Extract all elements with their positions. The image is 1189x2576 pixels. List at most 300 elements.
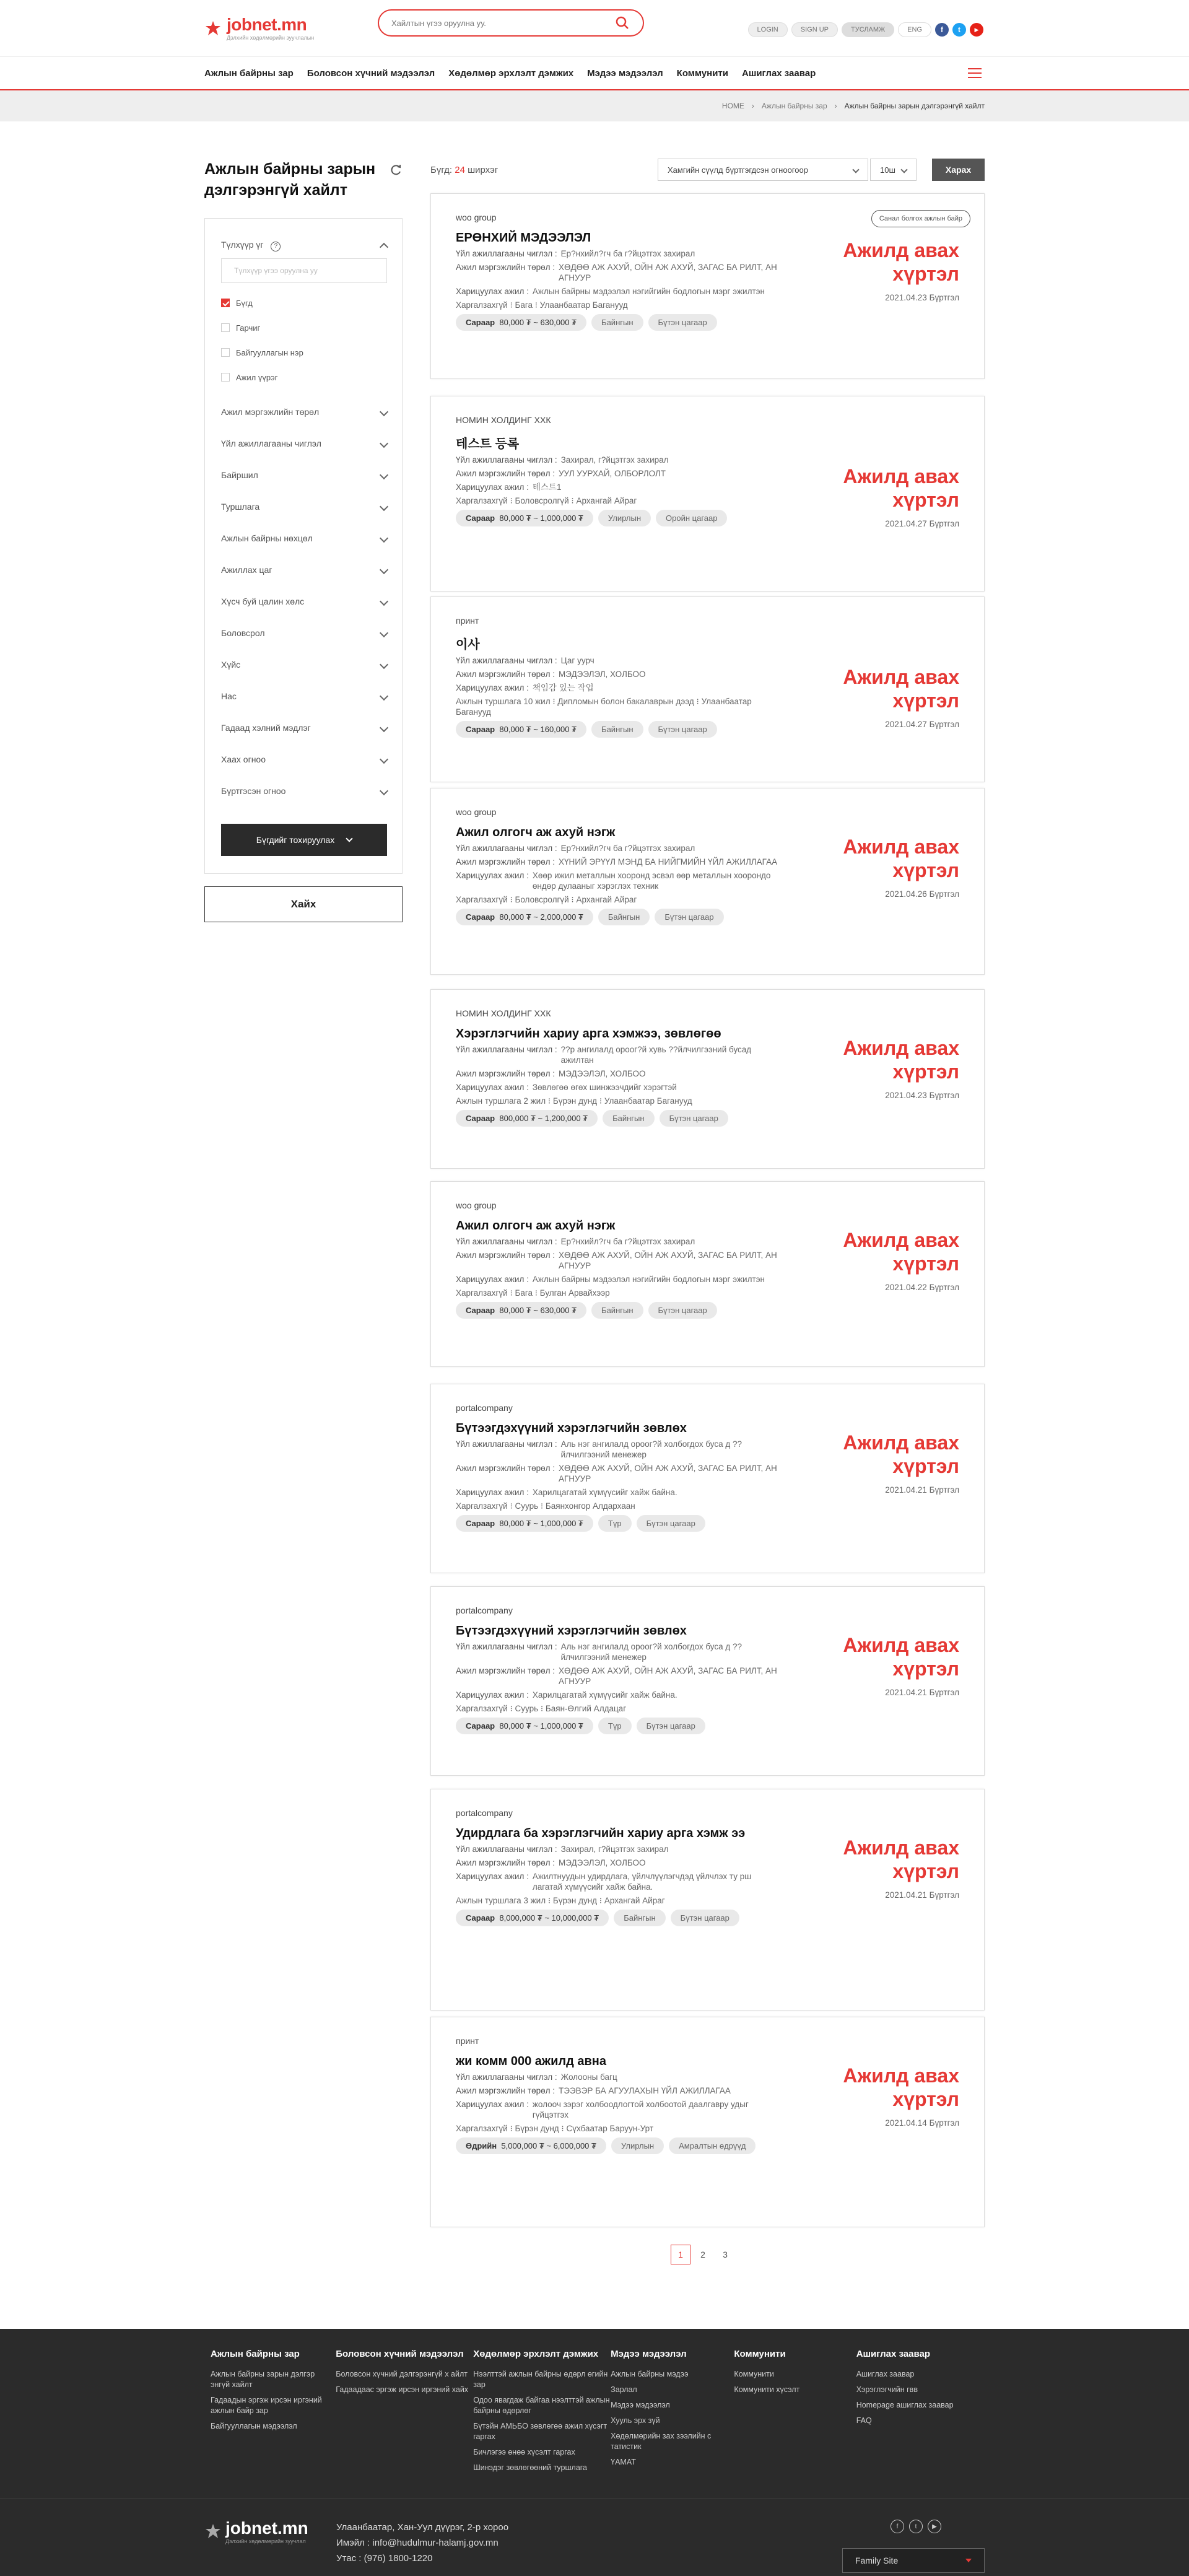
- checkbox[interactable]: [221, 323, 230, 332]
- duty-value: 책임감 있는 작업: [532, 683, 594, 692]
- family-site-label: Family Site: [855, 2556, 899, 2565]
- chevron-down-icon: [380, 754, 388, 763]
- company-name[interactable]: portalcompany: [456, 1605, 513, 1615]
- footer-link[interactable]: Homepage ашиглах заавар: [856, 2401, 954, 2409]
- help-icon[interactable]: ?: [271, 242, 281, 251]
- duty-row: [456, 1487, 778, 1498]
- filter-label: Ажлын байрны нөхцөл: [221, 533, 313, 543]
- footer-link[interactable]: Боловсон хүчний дэлгэрэнгүй х айлт: [336, 2370, 468, 2378]
- industry-value: ??р ангилалд ороог?й хувь ??йлчилгээний бусад ажилтан: [560, 1045, 752, 1065]
- keyword-section-header[interactable]: [221, 236, 387, 255]
- chevron-down-icon: [852, 166, 859, 173]
- industry-value: Жолооны багц: [560, 2072, 617, 2082]
- duty-row: [456, 2099, 778, 2120]
- footer-column: [856, 2349, 978, 2478]
- industry-row: [456, 843, 778, 854]
- register-date: 2021.04.27 Бүртгэл: [885, 720, 959, 729]
- footer-link[interactable]: Гадаадын эргэж ирсэн иргэний ажлын байр зар: [211, 2396, 322, 2415]
- job-tag: Байнгын: [614, 1910, 665, 1926]
- footer-link[interactable]: Коммунити хүсэлт: [734, 2385, 800, 2394]
- filter-industry[interactable]: [221, 427, 387, 459]
- filter-language[interactable]: [221, 712, 387, 743]
- job-type-value: ХӨДӨӨ АЖ АХУЙ, ОЙН АЖ АХУЙ, ЗАГАС БА РИЛТ, АН АГНУУР: [558, 1251, 777, 1270]
- footer-column-title[interactable]: Хөдөлмөр эрхлэлт дэмжих: [473, 2349, 599, 2359]
- duty-label: Харицуулах ажил :: [456, 287, 529, 296]
- tag-list: [456, 1718, 790, 1734]
- job-type-value: ХӨДӨӨ АЖ АХУЙ, ОЙН АЖ АХУЙ, ЗАГАС БА РИЛТ, АН АГНУУР: [558, 263, 777, 282]
- filter-gender[interactable]: [221, 648, 387, 680]
- breadcrumb-current: Ажлын байрны зарын дэлгэрэнгүй хайлт: [844, 102, 985, 110]
- industry-value: Захирал, г?йцэтгэх захирал: [560, 455, 669, 465]
- footer-column: [211, 2349, 336, 2478]
- apply-status: Ажилд авах хүртэл: [843, 239, 959, 285]
- checkbox-label: Ажил үүрэг: [236, 372, 278, 382]
- filter-register-date[interactable]: [221, 775, 387, 806]
- checkbox[interactable]: [221, 348, 230, 357]
- footer-link[interactable]: Коммунити: [734, 2370, 774, 2378]
- industry-row: [456, 1439, 778, 1460]
- chevron-down-icon: [380, 786, 388, 795]
- duty-value: Хөөр ижил металлын хооронд эсвэл өөр металлын хоорондо өндөр дулааныг хэрэглэх техник: [532, 871, 771, 891]
- nav-news[interactable]: Мэдээ мэдээлэл: [587, 68, 663, 79]
- filter-work-hours[interactable]: [221, 554, 387, 585]
- nav-candidates[interactable]: Боловсон хүчний мэдээлэл: [307, 68, 435, 79]
- tag-list: [456, 721, 790, 738]
- pagination: [671, 2245, 735, 2264]
- auth-links: [748, 22, 983, 37]
- footer-logo-text: jobnet.mn: [225, 2518, 308, 2538]
- duty-value: Ажилтнуудын удирдлага, үйлчлүүлэгчдэд үйлчлэх ту рш лагатай хүмүүсийг хайж байна.: [532, 1872, 752, 1892]
- chevron-right-icon: ›: [834, 102, 837, 110]
- industry-value: Ер?нхийл?гч ба г?йцэтгэх захирал: [560, 249, 695, 258]
- chevron-down-icon: [380, 723, 388, 731]
- industry-label: Үйл ажиллагааны чиглэл :: [456, 249, 557, 258]
- filter-label: Байршил: [221, 469, 258, 480]
- search-icon[interactable]: [614, 15, 630, 31]
- job-tag: Түр: [598, 1718, 632, 1734]
- job-title[interactable]: Ажил олгогч аж ахуй нэгж: [456, 1219, 616, 1233]
- logo-subtitle: Дэлхийн хөдөлмөрийн зуучлалын: [227, 34, 315, 41]
- industry-row: [456, 2072, 778, 2082]
- keyword-label: Түлхүүр үг: [221, 239, 264, 250]
- filter-conditions[interactable]: [221, 522, 387, 554]
- job-type-row: [456, 669, 778, 679]
- results-section: [430, 159, 985, 181]
- duty-value: Зөвлөгөө өгөх шинжээчдийг хэрэгтэй: [532, 1083, 677, 1092]
- checkbox-label: Бүгд: [236, 298, 253, 308]
- footer-column: [336, 2349, 473, 2478]
- footer-column: [473, 2349, 611, 2478]
- job-type-row: [456, 1250, 778, 1271]
- requirements-row: [456, 1895, 778, 1906]
- filter-label: Ажиллах цаг: [221, 564, 272, 575]
- footer-link[interactable]: Мэдээ мэдээлэл: [611, 2401, 670, 2409]
- footer-link[interactable]: Хууль эрх зүй: [611, 2416, 660, 2425]
- job-type-value: МЭДЭЭЛЭЛ, ХОЛБОО: [558, 670, 646, 679]
- industry-row: [456, 1044, 778, 1065]
- duty-label: Харицуулах ажил :: [456, 1690, 529, 1700]
- duty-label: Харицуулах ажил :: [456, 871, 529, 880]
- job-title[interactable]: Хэрэглэгчийн хариу арга хэмжээ, зөвлөгөө: [456, 1027, 721, 1041]
- footer-link[interactable]: FAQ: [856, 2416, 872, 2425]
- requirements-row: [456, 2123, 778, 2134]
- chevron-right-icon: ›: [751, 102, 754, 110]
- youtube-icon[interactable]: ▶: [970, 23, 983, 37]
- requirements-row: [456, 1501, 778, 1511]
- duty-row: [456, 1871, 778, 1892]
- chevron-down-icon: [380, 439, 388, 447]
- industry-row: [456, 1641, 778, 1662]
- menu-icon[interactable]: [968, 68, 982, 79]
- job-card[interactable]: [430, 396, 985, 592]
- logo-figure-icon: [204, 20, 222, 37]
- footer-column: [734, 2349, 856, 2478]
- job-tag: Байнгын: [603, 1110, 654, 1127]
- industry-label: Үйл ажиллагааны чиглэл :: [456, 656, 557, 665]
- footer-link[interactable]: Зарлал: [611, 2385, 637, 2394]
- youtube-icon[interactable]: ▶: [928, 2520, 941, 2533]
- filter-salary[interactable]: [221, 585, 387, 617]
- job-card[interactable]: [430, 788, 985, 975]
- salary-tag: Сараар 8,000,000 ₮ ~ 10,000,000 ₮: [456, 1910, 609, 1926]
- chevron-down-icon: [346, 835, 353, 842]
- requirements-value: Ажлын туршлага 2 жил ⁝ Бүрэн дунд ⁝ Улаанбаатар Баганууд: [456, 1096, 692, 1106]
- job-card[interactable]: [430, 1586, 985, 1776]
- checkbox-label: Байгууллагын нэр: [236, 347, 303, 357]
- job-title[interactable]: ЕРӨНХИЙ МЭДЭЭЛЭЛ: [456, 231, 591, 245]
- job-title[interactable]: жи комм 000 ажилд авна: [456, 2054, 606, 2068]
- checkbox-title[interactable]: [221, 315, 387, 340]
- salary-tag: Сараар 80,000 ₮ ~ 1,000,000 ₮: [456, 1515, 593, 1532]
- apply-status: Ажилд авах хүртэл: [843, 1836, 959, 1882]
- page-3[interactable]: 3: [723, 2250, 728, 2259]
- footer-link[interactable]: Одоо явагдаж байгаа нээлттэй ажлын байрны өдөрлөг: [473, 2396, 610, 2415]
- logo-text: jobnet.mn: [227, 14, 307, 34]
- breadcrumb-home[interactable]: HOME: [721, 102, 744, 110]
- footer-link[interactable]: Шинэдэг зөвлөгөөний туршлага: [473, 2463, 588, 2472]
- register-date: 2021.04.21 Бүртгэл: [885, 1890, 959, 1900]
- breadcrumb: [0, 90, 1189, 121]
- requirements-value: Харгалзахгүй ⁝ Бүрэн дунд ⁝ Сүхбаатар Баруун-Урт: [456, 2124, 654, 2133]
- job-type-value: УУЛ УУРХАЙ, ОЛБОРЛОЛТ: [558, 469, 666, 478]
- page-2[interactable]: 2: [700, 2250, 705, 2259]
- filter-list: [221, 396, 387, 806]
- login-button[interactable]: LOGIN: [748, 22, 788, 37]
- duty-value: 테스트1: [532, 482, 562, 492]
- job-type-value: ТЭЭВЭР БА АГУУЛАХЫН ҮЙЛ АЖИЛЛАГАА: [558, 2086, 731, 2095]
- duty-label: Харицуулах ажил :: [456, 1275, 529, 1284]
- sort-select[interactable]: [658, 159, 868, 181]
- tag-list: [456, 1302, 790, 1319]
- job-tag: Улирлын: [611, 2137, 664, 2154]
- salary-tag: Сараар 80,000 ₮ ~ 630,000 ₮: [456, 1302, 586, 1319]
- footer-link[interactable]: Ажлын байрны мэдээ: [611, 2370, 689, 2378]
- filter-label: Гадаад хэлний мэдлэг: [221, 722, 311, 733]
- filter-label: Ажил мэргэжлийн төрөл: [221, 406, 320, 417]
- salary-tag: Сараар 80,000 ₮ ~ 630,000 ₮: [456, 314, 586, 331]
- filter-education[interactable]: [221, 617, 387, 648]
- filter-label: Нас: [221, 691, 237, 701]
- job-title[interactable]: 테스트 등록: [456, 437, 520, 451]
- filter-age[interactable]: [221, 680, 387, 712]
- checkbox[interactable]: [221, 373, 230, 382]
- duty-row: [456, 1082, 778, 1093]
- register-date: 2021.04.23 Бүртгэл: [885, 1091, 959, 1100]
- duty-row: [456, 1690, 778, 1700]
- industry-label: Үйл ажиллагааны чиглэл :: [456, 455, 557, 465]
- chevron-down-icon: [900, 166, 907, 173]
- apply-status: Ажилд авах хүртэл: [843, 1634, 959, 1680]
- footer-email: Имэйл : info@hudulmur-halamj.gov.mn: [336, 2538, 499, 2548]
- job-title[interactable]: Бүтээгдэхүүний хэрэглэгчийн зөвлөх: [456, 1421, 687, 1435]
- job-type-row: [456, 857, 778, 867]
- footer-link[interactable]: Гадаадаас эргэж ирсэн иргэний хайх: [336, 2385, 469, 2394]
- help-button[interactable]: ТУСЛАМЖ: [842, 22, 894, 37]
- nav-jobs[interactable]: Ажлын байрны зар: [204, 68, 294, 79]
- requirements-row: [456, 696, 778, 717]
- expand-all-button[interactable]: [221, 824, 387, 856]
- filter-label: Бүртгэсэн огноо: [221, 785, 286, 796]
- requirements-value: Ажлын туршлага 10 жил ⁝ Дипломын болон бакалаврын дээд ⁝ Улаанбаатар Баганууд: [456, 697, 752, 717]
- footer-link[interactable]: Ашиглах заавар: [856, 2370, 915, 2378]
- footer-link[interactable]: Хэрэглэгчийн гвв: [856, 2385, 918, 2394]
- job-type-value: ХҮНИЙ ЭРҮҮЛ МЭНД БА НИЙГМИЙН ҮЙЛ АЖИЛЛАГАА: [558, 857, 778, 867]
- salary-tag: Сараар 800,000 ₮ ~ 1,200,000 ₮: [456, 1110, 598, 1127]
- job-type-value: ХӨДӨӨ АЖ АХУЙ, ОЙН АЖ АХУЙ, ЗАГАС БА РИЛТ, АН АГНУУР: [558, 1464, 777, 1483]
- top-header: [0, 0, 1189, 57]
- recommended-badge: Санал болгох ажлын байр: [871, 210, 970, 227]
- register-date: 2021.04.22 Бүртгэл: [885, 1283, 959, 1292]
- footer-column-title[interactable]: Боловсон хүчний мэдээлэл: [336, 2349, 464, 2359]
- company-name[interactable]: woo group: [456, 807, 497, 817]
- nav-community[interactable]: Коммунити: [676, 68, 728, 79]
- company-name[interactable]: принт: [456, 2036, 479, 2046]
- job-title[interactable]: 이사: [456, 638, 480, 652]
- job-tag: Амралтын өдрүүд: [669, 2137, 756, 2154]
- industry-value: Ер?нхийл?гч ба г?йцэтгэх захирал: [560, 844, 695, 853]
- job-card[interactable]: [430, 1384, 985, 1573]
- caret-down-icon: [965, 2559, 972, 2562]
- requirements-row: [456, 894, 778, 905]
- facebook-icon[interactable]: f: [935, 23, 949, 37]
- job-type-value: МЭДЭЭЛЭЛ, ХОЛБОО: [558, 1069, 646, 1078]
- company-name[interactable]: НОМИН ХОЛДИНГ ХХК: [456, 415, 551, 425]
- company-name[interactable]: принт: [456, 616, 479, 626]
- footer: [0, 2329, 1189, 2576]
- nav-guide[interactable]: Ашиглах заавар: [741, 68, 816, 79]
- footer-link[interactable]: Хөдөлмөрийн зах зээлийн с татистик: [611, 2432, 712, 2451]
- twitter-icon[interactable]: t: [952, 23, 966, 37]
- checkbox-company[interactable]: [221, 340, 387, 365]
- duty-value: Харилцагатай хүмүүсийг хайж байна.: [532, 1488, 677, 1497]
- requirements-value: Харгалзахгүй ⁝ Суурь ⁝ Баянхонгор Алдархаан: [456, 1501, 635, 1511]
- job-type-label: Ажил мэргэжлийн төрөл :: [456, 1858, 555, 1867]
- job-tag: Бүтэн цагаар: [637, 1515, 705, 1532]
- duty-row: [456, 870, 778, 891]
- filter-sidebar: [204, 159, 403, 922]
- family-site-select[interactable]: [842, 2548, 985, 2573]
- salary-tag: Сараар 80,000 ₮ ~ 1,000,000 ₮: [456, 1718, 593, 1734]
- salary-tag: Сараар 80,000 ₮ ~ 1,000,000 ₮: [456, 510, 593, 526]
- language-button[interactable]: ENG: [898, 22, 931, 37]
- filter-label: Үйл ажиллагааны чиглэл: [221, 438, 321, 448]
- duty-value: жолооч зэрэг холбоодлогтой холбоотой даалгавру удыг гүйцэтгэх: [532, 2100, 749, 2120]
- apply-status: Ажилд авах хүртэл: [843, 1037, 959, 1083]
- industry-row: [456, 655, 778, 666]
- nav-employment-support[interactable]: Хөдөлмөр эрхлэлт дэмжих: [448, 68, 574, 79]
- requirements-row: [456, 496, 778, 506]
- industry-value: Аль нэг ангилалд ороог?й холбогдох буса д ??йлчилгээний менежер: [560, 1642, 743, 1662]
- apply-status: Ажилд авах хүртэл: [843, 465, 959, 511]
- chevron-up-icon[interactable]: [380, 243, 388, 251]
- job-tag: Байнгын: [591, 721, 643, 738]
- job-type-label: Ажил мэргэжлийн төрөл :: [456, 2086, 555, 2095]
- job-card[interactable]: [430, 2017, 985, 2227]
- apply-status: Ажилд авах хүртэл: [843, 1229, 959, 1275]
- filter-label: Хүсч буй цалин хөлс: [221, 596, 305, 606]
- footer-links: [0, 2329, 1189, 2478]
- duty-label: Харицуулах ажил :: [456, 1488, 529, 1497]
- checkbox-all[interactable]: [221, 290, 387, 315]
- company-name[interactable]: НОМИН ХОЛДИНГ ХХК: [456, 1008, 551, 1018]
- industry-value: Захирал, г?йцэтгэх захирал: [560, 1845, 669, 1854]
- job-type-row: [456, 468, 778, 479]
- job-title[interactable]: Удирдлага ба хэрэглэгчийн хариу арга хэмж ээ: [456, 1827, 746, 1840]
- duty-label: Харицуулах ажил :: [456, 1872, 529, 1881]
- footer-address: Улаанбаатар, Хан-Уул дүүрэг, 2-р хороо: [336, 2522, 509, 2533]
- salary-tag: Өдрийн 5,000,000 ₮ ~ 6,000,000 ₮: [456, 2137, 606, 2154]
- duty-row: [456, 683, 778, 693]
- filter-experience[interactable]: [221, 491, 387, 522]
- requirements-value: Харгалзахгүй ⁝ Бага ⁝ Улаанбаатар Баганууд: [456, 300, 628, 310]
- requirements-row: [456, 1096, 778, 1106]
- tag-list: [456, 510, 790, 526]
- register-date: 2021.04.27 Бүртгэл: [885, 519, 959, 528]
- job-card[interactable]: [430, 1181, 985, 1367]
- filter-close-date[interactable]: [221, 743, 387, 775]
- company-name[interactable]: portalcompany: [456, 1808, 513, 1818]
- footer-column-title[interactable]: Ажлын байрны зар: [211, 2349, 300, 2359]
- footer-bottom: [204, 2517, 985, 2567]
- register-date: 2021.04.26 Бүртгэл: [885, 889, 959, 899]
- job-tag: Улирлын: [598, 510, 651, 526]
- job-card[interactable]: [430, 1789, 985, 2011]
- job-card[interactable]: [430, 989, 985, 1169]
- job-type-value: ХӨДӨӨ АЖ АХУЙ, ОЙН АЖ АХУЙ, ЗАГАС БА РИЛТ, АН АГНУУР: [558, 1666, 777, 1686]
- requirements-value: Ажлын туршлага 3 жил ⁝ Бүрэн дунд ⁝ Архангай Айраг: [456, 1896, 665, 1905]
- industry-label: Үйл ажиллагааны чиглэл :: [456, 1439, 557, 1449]
- job-type-label: Ажил мэргэжлийн төрөл :: [456, 1666, 555, 1675]
- job-tag: Бүтэн цагаар: [671, 1910, 739, 1926]
- footer-link[interactable]: Бүтэйн АМЬБО зөвлөгөө ажил хүсэгт гаргах: [473, 2422, 608, 2441]
- checkbox-checked[interactable]: [221, 299, 230, 307]
- chevron-down-icon: [380, 533, 388, 542]
- filter-label: Хүйс: [221, 659, 241, 670]
- job-type-label: Ажил мэргэжлийн төрөл :: [456, 263, 555, 272]
- job-title[interactable]: Бүтээгдэхүүний хэрэглэгчийн зөвлөх: [456, 1624, 687, 1638]
- job-type-row: [456, 2085, 778, 2096]
- page-title: Ажлын байрны зарын дэлгэрэнгүй хайлт: [204, 160, 376, 199]
- site-logo[interactable]: [204, 16, 314, 41]
- industry-label: Үйл ажиллагааны чиглэл :: [456, 844, 557, 853]
- chevron-down-icon: [380, 660, 388, 668]
- footer-link[interactable]: Бичлэгээ өнөө хүсэлт гаргах: [473, 2448, 575, 2456]
- twitter-icon[interactable]: t: [909, 2520, 923, 2533]
- signup-button[interactable]: SIGN UP: [791, 22, 838, 37]
- filter-label: Хаах огноо: [221, 754, 266, 764]
- footer-link[interactable]: Нээлттэй ажлын байрны өдөрл өгийн зар: [473, 2370, 608, 2389]
- company-name[interactable]: portalcompany: [456, 1403, 513, 1413]
- requirements-row: [456, 1288, 778, 1298]
- result-count: Бүгд: 24 ширхэг: [430, 164, 499, 175]
- footer-column-title[interactable]: Мэдээ мэдээлэл: [611, 2349, 687, 2359]
- salary-tag: Сараар 80,000 ₮ ~ 160,000 ₮: [456, 721, 586, 738]
- filter-location[interactable]: [221, 459, 387, 491]
- view-button[interactable]: Харах: [932, 159, 985, 181]
- job-tag: Байнгын: [591, 314, 643, 331]
- footer-column-title[interactable]: Коммунити: [734, 2349, 786, 2359]
- main-nav: [0, 57, 1189, 90]
- industry-label: Үйл ажиллагааны чиглэл :: [456, 1045, 557, 1054]
- job-card[interactable]: [430, 596, 985, 782]
- duty-row: [456, 482, 778, 492]
- job-tag: Бүтэн цагаар: [637, 1718, 705, 1734]
- job-tag: Бүтэн цагаар: [648, 721, 717, 738]
- footer-link[interactable]: Ажлын байрны зарын дэлгэр энгүй хайлт: [211, 2370, 315, 2389]
- job-card[interactable]: [430, 193, 985, 379]
- industry-row: [456, 455, 778, 465]
- job-title[interactable]: Ажил олгогч аж ахуй нэгж: [456, 826, 616, 839]
- register-date: 2021.04.23 Бүртгэл: [885, 293, 959, 302]
- page-1[interactable]: 1: [671, 2245, 690, 2264]
- chevron-down-icon: [380, 596, 388, 605]
- filter-panel: [204, 218, 403, 874]
- salary-tag: Сараар 80,000 ₮ ~ 2,000,000 ₮: [456, 909, 593, 925]
- search-input[interactable]: [391, 19, 614, 28]
- industry-value: Аль нэг ангилалд ороог?й холбогдох буса д ??йлчилгээний менежер: [560, 1439, 743, 1459]
- duty-value: Харилцагатай хүмүүсийг хайж байна.: [532, 1690, 677, 1700]
- keyword-input[interactable]: Түлхүүр үгээ оруулна уу: [221, 258, 387, 283]
- footer-link[interactable]: ҮАМАТ: [611, 2458, 636, 2466]
- footer-link[interactable]: Байгууллагын мэдээлэл: [211, 2422, 297, 2430]
- job-tag: Бүтэн цагаар: [648, 314, 717, 331]
- search-button[interactable]: Хайх: [204, 886, 403, 922]
- filter-label: Боловсрол: [221, 627, 265, 638]
- logo-figure-icon: [204, 2523, 222, 2540]
- tag-list: [456, 314, 790, 331]
- duty-label: Харицуулах ажил :: [456, 2100, 529, 2109]
- filter-job-type[interactable]: [221, 396, 387, 427]
- job-tag: Байнгын: [591, 1302, 643, 1319]
- facebook-icon[interactable]: f: [891, 2520, 904, 2533]
- job-type-label: Ажил мэргэжлийн төрөл :: [456, 670, 555, 679]
- breadcrumb-jobs[interactable]: Ажлын байрны зар: [761, 102, 827, 110]
- footer-column-title[interactable]: Ашиглах заавар: [856, 2349, 930, 2359]
- checkbox-duty[interactable]: [221, 365, 387, 390]
- duty-value: Ажлын байрны мэдээлэл нэгийгийн бодлогын мэрг эжилтэн: [532, 287, 765, 296]
- company-name[interactable]: woo group: [456, 1200, 497, 1210]
- footer-logo[interactable]: [204, 2518, 308, 2544]
- refresh-icon[interactable]: [389, 164, 403, 177]
- tag-list: [456, 1110, 790, 1127]
- industry-label: Үйл ажиллагааны чиглэл :: [456, 1845, 557, 1854]
- page-size-select[interactable]: [870, 159, 917, 181]
- filter-label: Туршлага: [221, 501, 260, 512]
- company-name[interactable]: woo group: [456, 212, 497, 222]
- expand-all-label: Бүгдийг тохируулах: [256, 835, 335, 845]
- job-tag: Бүтэн цагаар: [648, 1302, 717, 1319]
- apply-status: Ажилд авах хүртэл: [843, 2064, 959, 2110]
